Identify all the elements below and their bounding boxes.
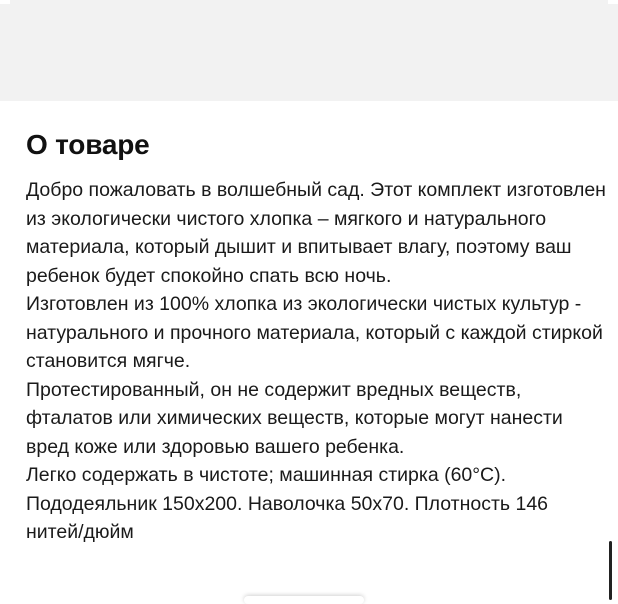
top-edge-left (0, 0, 10, 4)
description-paragraph: Легко содержать в чистоте; машинная стирка (60°C). (26, 464, 507, 486)
product-description-section (26, 126, 606, 547)
description-paragraph: Протестированный, он не содержит вредных веществ, фталатов или химических веществ, которые могут нанести вред коже или здоровью вашего ребенка. (26, 378, 563, 458)
top-image-area (0, 0, 618, 101)
description-paragraph: Изготовлен из 100% хлопка из экологически чистых культур - натурального и прочного материала, который с каждой стиркой становится мягче. (26, 293, 603, 372)
description-paragraph: Добро пожаловать в волшебный сад. Этот комплект изготовлен из экологически чистого хлопка – мягкого и натурального материала, который дышит и впитывает влагу, поэтому ваш ребенок будет спокойно спать всю ночь. (26, 179, 606, 287)
description-paragraph: Пододеяльник 150х200. Наволочка 50х70. Плотность 146 нитей/дюйм (26, 492, 549, 543)
bottom-sheet-handle[interactable] (244, 596, 364, 604)
section-title: О товаре (26, 129, 150, 160)
scrollbar[interactable] (609, 541, 612, 600)
top-edge-right (608, 0, 618, 4)
